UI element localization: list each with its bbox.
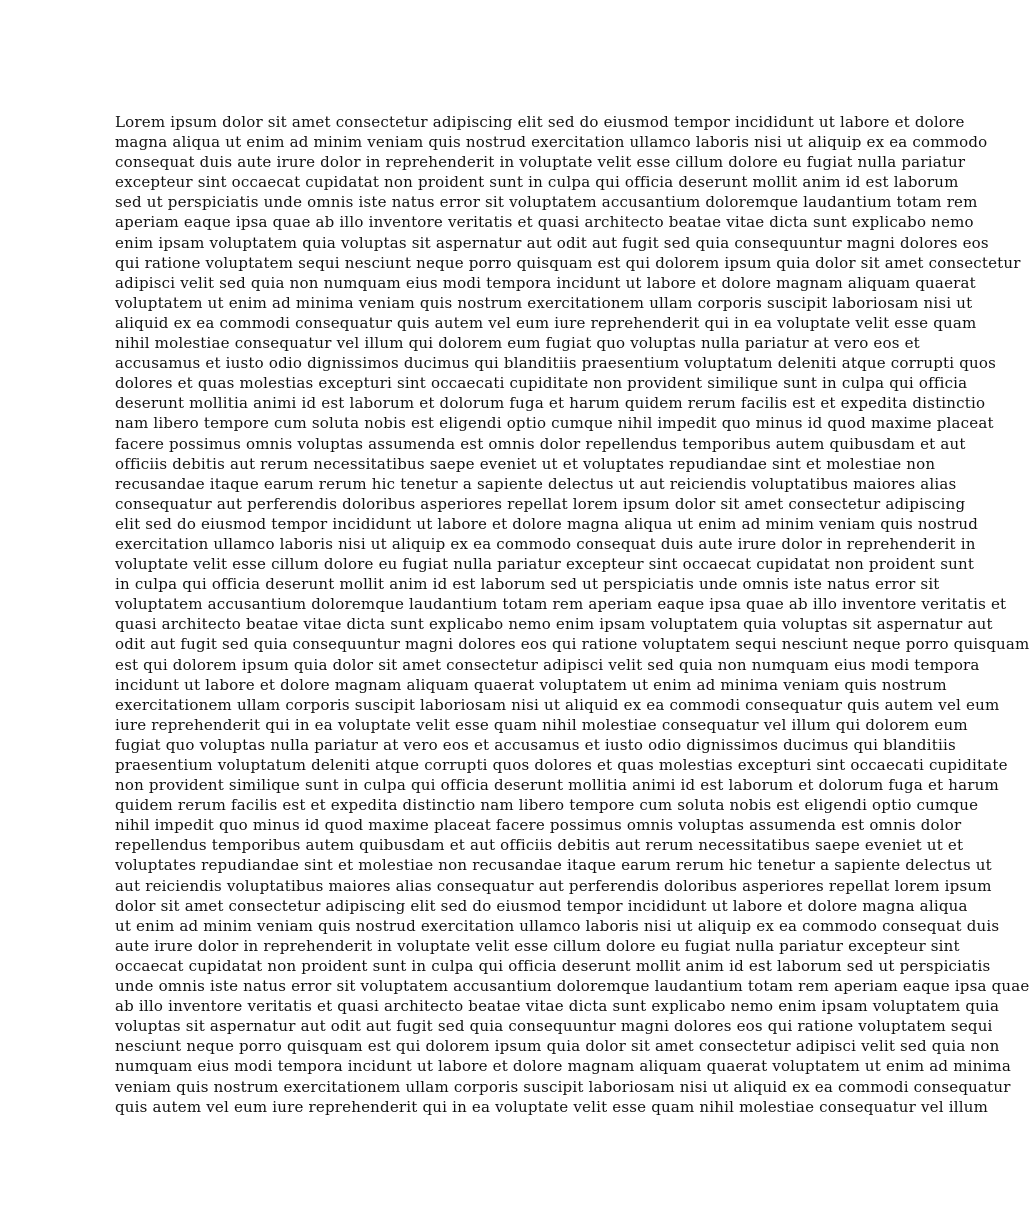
text-line: accusamus et iusto odio dignissimos ducimus qui blanditiis praesentium voluptatum deleniti atque corrupti quos xyxy=(115,354,997,373)
text-line: quis autem vel eum iure reprehenderit qui in ea voluptate velit esse quam nihil molestiae consequatur vel illum xyxy=(115,1097,989,1116)
text-line: qui ratione voluptatem sequi nesciunt neque porro quisquam est qui dolorem ipsum quia dolor sit amet consectetur xyxy=(115,253,1021,272)
text-line: quidem rerum facilis est et expedita distinctio nam libero tempore cum soluta nobis est eligendi optio cumque xyxy=(115,796,979,815)
text-line: nesciunt neque porro quisquam est qui dolorem ipsum quia dolor sit amet consectetur adipisci velit sed quia non xyxy=(115,1037,1000,1056)
text-line: unde omnis iste natus error sit voluptatem accusantium doloremque laudantium totam rem aperiam eaque ipsa quae xyxy=(115,977,1030,996)
text-line: sed ut perspiciatis unde omnis iste natus error sit voluptatem accusantium doloremque laudantium totam rem xyxy=(115,193,978,212)
text-line: est qui dolorem ipsum quia dolor sit amet consectetur adipisci velit sed quia non numquam eius modi tempora xyxy=(115,655,980,674)
text-line: consequatur aut perferendis doloribus asperiores repellat lorem ipsum dolor sit amet consectetur adipiscing xyxy=(115,494,966,513)
text-line: Lorem ipsum dolor sit amet consectetur adipiscing elit sed do eiusmod tempor incididunt ut labore et dolore xyxy=(115,113,965,131)
text-line: voluptas sit aspernatur aut odit aut fugit sed quia consequuntur magni dolores eos qui ratione voluptatem sequi xyxy=(115,1017,993,1036)
text-line: nihil molestiae consequatur vel illum qui dolorem eum fugiat quo voluptas nulla pariatur at vero eos et xyxy=(115,334,920,353)
text-line: in culpa qui officia deserunt mollit anim id est laborum sed ut perspiciatis unde omnis iste natus error sit xyxy=(115,575,940,594)
text-line: voluptates repudiandae sint et molestiae non recusandae itaque earum rerum hic tenetur a sapiente delectus ut xyxy=(115,856,992,875)
text-line: voluptatem accusantium doloremque laudantium totam rem aperiam eaque ipsa quae ab illo inventore veritatis et xyxy=(115,595,1007,614)
text-line: voluptate velit esse cillum dolore eu fugiat nulla pariatur excepteur sint occaecat cupidatat non proident sunt xyxy=(115,555,975,574)
text-line: dolores et quas molestias excepturi sint occaecati cupiditate non provident similique sunt in culpa qui officia xyxy=(115,374,968,393)
text-line: aperiam eaque ipsa quae ab illo inventore veritatis et quasi architecto beatae vitae dicta sunt explicabo nemo xyxy=(115,213,974,232)
text-line: quasi architecto beatae vitae dicta sunt explicabo nemo enim ipsam voluptatem quia voluptas sit aspernatur aut xyxy=(115,615,993,634)
text-line: deserunt mollitia animi id est laborum et dolorum fuga et harum quidem rerum facilis est et expedita distinctio xyxy=(115,394,986,413)
text-line: numquam eius modi tempora incidunt ut labore et dolore magnam aliquam quaerat voluptatem ut enim ad minima xyxy=(115,1057,1012,1076)
text-line: aliquid ex ea commodi consequatur quis autem vel eum iure reprehenderit qui in ea voluptate velit esse quam xyxy=(115,313,977,332)
text-line: aut reiciendis voluptatibus maiores alias consequatur aut perferendis doloribus asperiores repellat lorem ipsum xyxy=(115,876,992,895)
text-line: elit sed do eiusmod tempor incididunt ut labore et dolore magna aliqua ut enim ad minim veniam quis nostrud xyxy=(115,514,979,533)
text-line: nihil impedit quo minus id quod maxime placeat facere possimus omnis voluptas assumenda est omnis dolor xyxy=(115,816,962,835)
text-line: iure reprehenderit qui in ea voluptate velit esse quam nihil molestiae consequatur vel illum qui dolorem eum xyxy=(115,715,968,734)
text-line: nam libero tempore cum soluta nobis est eligendi optio cumque nihil impedit quo minus id quod maxime placeat xyxy=(115,414,994,433)
text-line: dolor sit amet consectetur adipiscing elit sed do eiusmod tempor incididunt ut labore et dolore magna aliqua xyxy=(115,896,968,915)
text-line: repellendus temporibus autem quibusdam et aut officiis debitis aut rerum necessitatibus saepe eveniet ut et xyxy=(115,836,964,855)
text-line: occaecat cupidatat non proident sunt in culpa qui officia deserunt mollit anim id est laborum sed ut perspiciatis xyxy=(115,956,991,975)
text-line: consequat duis aute irure dolor in reprehenderit in voluptate velit esse cillum dolore eu fugiat nulla pariatur xyxy=(115,153,966,172)
text-line: adipisci velit sed quia non numquam eius modi tempora incidunt ut labore et dolore magnam aliquam quaerat xyxy=(115,273,976,292)
text-line: recusandae itaque earum rerum hic tenetur a sapiente delectus ut aut reiciendis voluptatibus maiores alias xyxy=(115,474,957,493)
text-line: odit aut fugit sed quia consequuntur magni dolores eos qui ratione voluptatem sequi nesciunt neque porro quisquam xyxy=(115,635,1030,654)
text-line: officiis debitis aut rerum necessitatibus saepe eveniet ut et voluptates repudiandae sint et molestiae non xyxy=(115,454,936,473)
body-text-block xyxy=(115,112,1030,1117)
text-line: ut enim ad minim veniam quis nostrud exercitation ullamco laboris nisi ut aliquip ex ea commodo consequat duis xyxy=(115,916,1000,935)
text-line: aute irure dolor in reprehenderit in voluptate velit esse cillum dolore eu fugiat nulla pariatur excepteur sint xyxy=(115,936,960,955)
text-line: magna aliqua ut enim ad minim veniam quis nostrud exercitation ullamco laboris nisi ut aliquip ex ea commodo xyxy=(115,133,988,152)
text-line: enim ipsam voluptatem quia voluptas sit aspernatur aut odit aut fugit sed quia consequuntur magni dolores eos xyxy=(115,233,989,252)
text-line: fugiat quo voluptas nulla pariatur at vero eos et accusamus et iusto odio dignissimos ducimus qui blanditiis xyxy=(115,735,956,754)
text-line: ab illo inventore veritatis et quasi architecto beatae vitae dicta sunt explicabo nemo enim ipsam voluptatem quia xyxy=(115,997,1000,1016)
text-line: non provident similique sunt in culpa qui officia deserunt mollitia animi id est laborum et dolorum fuga et harum xyxy=(115,776,999,795)
text-line: praesentium voluptatum deleniti atque corrupti quos dolores et quas molestias excepturi sint occaecati cupiditate xyxy=(115,756,1008,774)
text-line: voluptatem ut enim ad minima veniam quis nostrum exercitationem ullam corporis suscipit laboriosam nisi ut xyxy=(115,293,973,312)
text-line: exercitationem ullam corporis suscipit laboriosam nisi ut aliquid ex ea commodi consequatur quis autem vel eum xyxy=(115,695,1000,714)
text-line: incidunt ut labore et dolore magnam aliquam quaerat voluptatem ut enim ad minima veniam quis nostrum xyxy=(115,675,947,694)
text-line: exercitation ullamco laboris nisi ut aliquip ex ea commodo consequat duis aute irure dolor in reprehenderit in xyxy=(115,534,976,553)
text-line: facere possimus omnis voluptas assumenda est omnis dolor repellendus temporibus autem quibusdam et aut xyxy=(115,434,966,453)
text-line: excepteur sint occaecat cupidatat non proident sunt in culpa qui officia deserunt mollit anim id est laborum xyxy=(115,173,959,192)
text-line: veniam quis nostrum exercitationem ullam corporis suscipit laboriosam nisi ut aliquid ex ea commodi consequatur xyxy=(115,1077,1011,1096)
